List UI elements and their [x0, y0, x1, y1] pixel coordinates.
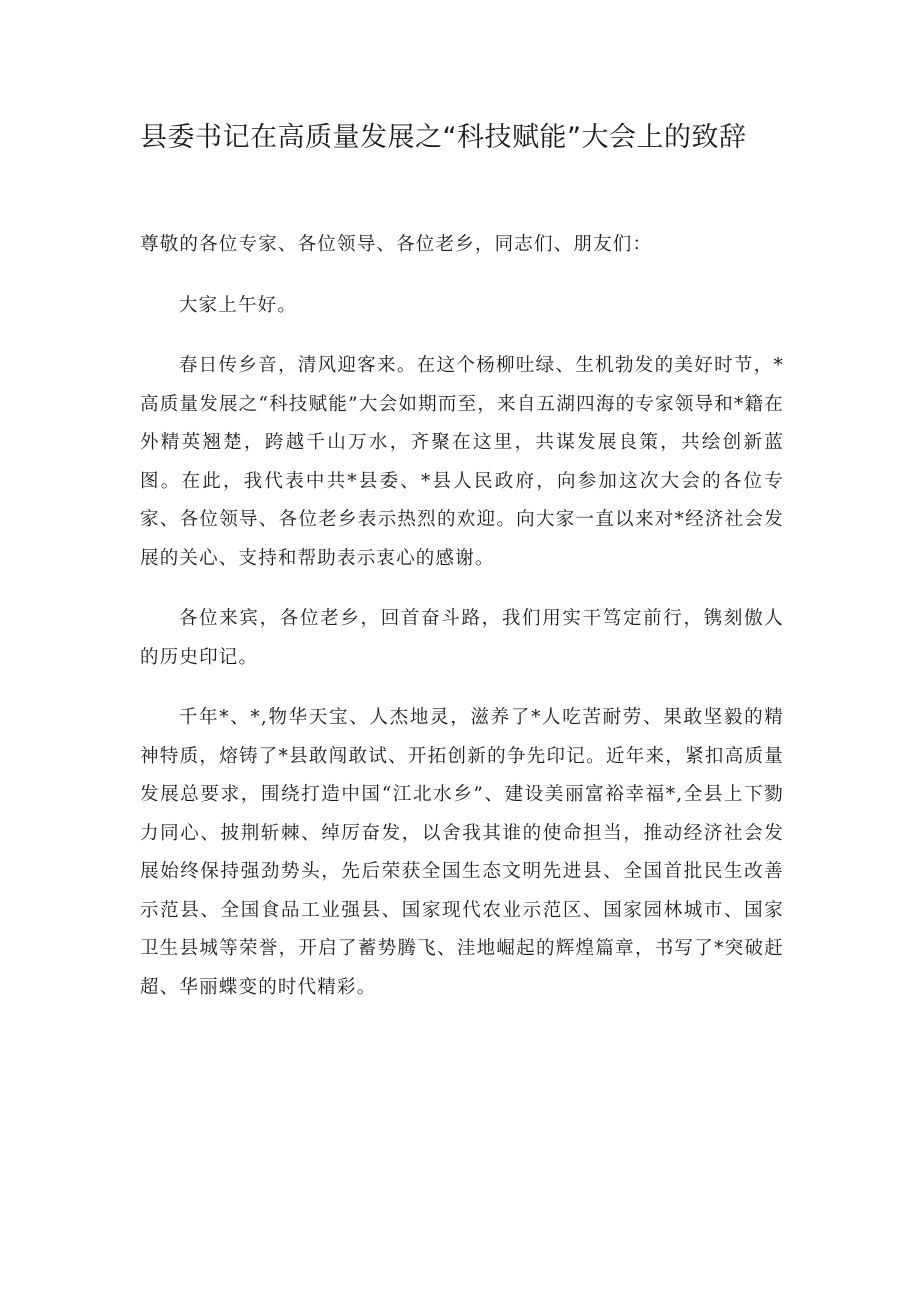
paragraph-greeting: 大家上午好。: [178, 294, 298, 316]
paragraph-review: 各位来宾，各位老乡，回首奋斗路，我们用实干笃定前行，镌刻傲人的历史印记。: [140, 608, 784, 668]
paragraph-welcome: 春日传乡音，清风迎客来。在这个杨柳吐绿、生机勃发的美好时节，*高质量发展之“科技赋能”大会如期而至，来自五湖四海的专家领导和*籍在外精英翘楚，跨越千山万水，齐聚在这里，共谋发展良策，共绘创新蓝图。在此，我代表中共*县委、*县人民政府，向参加这次大会的各位专家、各位领导、各位老乡表示热烈的欢迎。向大家一直以来对*经济社会发展的关心、支持和帮助表示衷心的感谢。: [140, 355, 784, 569]
document-title: 县委书记在高质量发展之“科技赋能”大会上的致辞: [140, 122, 747, 153]
salutation: 尊敬的各位专家、各位领导、各位老乡，同志们、朋友们：: [140, 234, 653, 255]
paragraph-achievements: 千年*、*,物华天宝、人杰地灵，滋养了*人吃苦耐劳、果敢坚毅的精神特质，熔铸了*县敢闯敢试、开拓创新的争先印记。近年来，紧扣高质量发展总要求，围绕打造中国“江北水乡”、建设美丽富裕幸福*,全县上下勠力同心、披荆斩棘、绰厉奋发，以舍我其谁的使命担当，推动经济社会发展始终保持强劲势头，先后荣获全国生态文明先进县、全国首批民生改善示范县、全国食品工业强县、国家现代农业示范区、国家园林城市、国家卫生县城等荣誉，开启了蓄势腾飞、洼地崛起的辉煌篇章，书写了*突破赶超、华丽蝶变的时代精彩。: [140, 707, 784, 998]
document-body: [140, 226, 784, 1029]
